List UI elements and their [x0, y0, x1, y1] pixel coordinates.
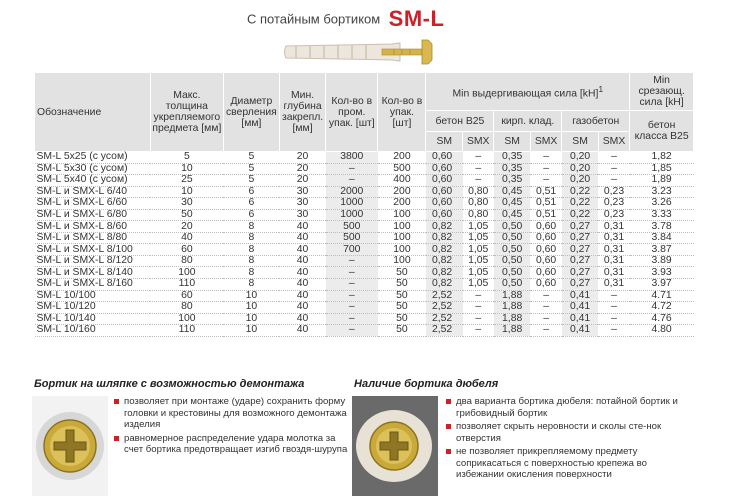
table-row: [35, 232, 694, 244]
cell-shear: 4.76: [630, 313, 694, 325]
cell-shear: 3.26: [630, 198, 694, 210]
cell-thickness: 5: [150, 152, 223, 164]
dowel-head-image: [352, 396, 438, 496]
cell-thickness: 110: [150, 279, 223, 291]
cell-diameter: 10: [223, 313, 279, 325]
cell-aerated-smx: 0,31: [598, 232, 629, 244]
cell-qty-box: 50: [378, 325, 426, 337]
table-row: [35, 186, 694, 198]
cell-brick-sm: 0,35: [494, 175, 531, 187]
cell-aerated-smx: 0,23: [598, 186, 629, 198]
cell-designation: SM-L и SMX-L 8/60: [35, 221, 151, 233]
cell-depth: 40: [279, 221, 325, 233]
title-text: С потайным бортиком: [247, 11, 381, 27]
header: [0, 0, 729, 70]
cell-aerated-smx: –: [598, 152, 629, 164]
cell-brick-sm: 0,45: [494, 186, 531, 198]
cell-diameter: 8: [223, 267, 279, 279]
cell-brick-smx: 0,60: [530, 221, 561, 233]
cell-brick-sm: 0,50: [494, 279, 531, 291]
cell-depth: 40: [279, 279, 325, 291]
col-brick: кирп. клад.: [494, 111, 562, 132]
bullet-icon: [114, 436, 119, 441]
cell-thickness: 60: [150, 290, 223, 302]
cell-concrete-sm: 0,82: [426, 255, 463, 267]
cell-thickness: 30: [150, 198, 223, 210]
cell-qty-pack: –: [326, 163, 378, 175]
cell-diameter: 10: [223, 302, 279, 314]
cell-concrete-smx: –: [463, 290, 494, 302]
cell-concrete-sm: 0,60: [426, 198, 463, 210]
table-row: [35, 279, 694, 291]
cell-qty-pack: 700: [326, 244, 378, 256]
section-dowel-flange: [354, 378, 678, 480]
cell-aerated-smx: 0,31: [598, 279, 629, 291]
bullet-text: позволяет скрыть неровности и сколы сте-нок отверстия: [456, 421, 662, 444]
table-row: [35, 325, 694, 337]
cell-concrete-smx: 1,05: [463, 267, 494, 279]
cell-concrete-smx: 1,05: [463, 255, 494, 267]
table-row: [35, 221, 694, 233]
cell-qty-pack: –: [326, 255, 378, 267]
bullet-text: позволяет при монтаже (ударе) сохранить форму головки и крестовины для возможного демонтажа изделия: [124, 396, 347, 430]
section-title: Наличие бортика дюбеля: [354, 378, 499, 390]
cell-brick-sm: 0,50: [494, 255, 531, 267]
cell-brick-sm: 0,50: [494, 232, 531, 244]
col-designation: Обозначение: [35, 73, 151, 152]
cell-thickness: 80: [150, 302, 223, 314]
cell-aerated-sm: 0,27: [562, 279, 599, 291]
bullet-icon: [446, 424, 451, 429]
cell-aerated-sm: 0,41: [562, 290, 599, 302]
cell-shear: 4.72: [630, 302, 694, 314]
spec-table: [34, 72, 694, 337]
cell-aerated-smx: 0,31: [598, 244, 629, 256]
cell-thickness: 10: [150, 163, 223, 175]
cell-depth: 20: [279, 152, 325, 164]
cell-designation: SM-L и SMX-L 6/80: [35, 209, 151, 221]
pullout-label: Min выдергивающая сила [kH]: [452, 88, 599, 100]
col-aerated-sm: SM: [562, 132, 599, 152]
cell-designation: SM-L и SMX-L 8/140: [35, 267, 151, 279]
cell-concrete-smx: 1,05: [463, 279, 494, 291]
cell-shear: 3.93: [630, 267, 694, 279]
cell-aerated-sm: 0,27: [562, 267, 599, 279]
cell-aerated-sm: 0,22: [562, 209, 599, 221]
cell-shear: 4.71: [630, 290, 694, 302]
cell-concrete-smx: –: [463, 175, 494, 187]
cell-aerated-smx: 0,23: [598, 198, 629, 210]
cell-concrete-sm: 0,82: [426, 244, 463, 256]
cell-qty-pack: –: [326, 175, 378, 187]
cell-aerated-smx: –: [598, 290, 629, 302]
bullet-item: [114, 396, 349, 431]
cell-concrete-sm: 2,52: [426, 313, 463, 325]
cell-designation: SM-L и SMX-L 6/40: [35, 186, 151, 198]
cell-brick-smx: 0,60: [530, 244, 561, 256]
cell-diameter: 10: [223, 290, 279, 302]
cell-concrete-sm: 0,60: [426, 175, 463, 187]
cell-shear: 4.80: [630, 325, 694, 337]
cell-qty-pack: –: [326, 325, 378, 337]
cell-concrete-sm: 0,82: [426, 232, 463, 244]
cell-thickness: 20: [150, 221, 223, 233]
table-row: [35, 152, 694, 164]
cell-depth: 30: [279, 198, 325, 210]
cell-concrete-sm: 2,52: [426, 302, 463, 314]
cell-diameter: 6: [223, 198, 279, 210]
cell-depth: 40: [279, 290, 325, 302]
cell-designation: SM-L 10/140: [35, 313, 151, 325]
cell-depth: 40: [279, 325, 325, 337]
cell-qty-box: 50: [378, 313, 426, 325]
cell-diameter: 5: [223, 175, 279, 187]
cell-qty-pack: 1000: [326, 209, 378, 221]
screw-head-image: [32, 396, 108, 496]
col-concrete-sm: SM: [426, 132, 463, 152]
section-head-flange: [34, 378, 348, 455]
cell-depth: 40: [279, 313, 325, 325]
table-row: [35, 267, 694, 279]
cell-designation: SM-L и SMX-L 8/100: [35, 244, 151, 256]
cell-brick-smx: 0,60: [530, 279, 561, 291]
cell-designation: SM-L и SMX-L 8/80: [35, 232, 151, 244]
col-brick-sm: SM: [494, 132, 531, 152]
cell-thickness: 110: [150, 325, 223, 337]
spec-table-body: [35, 152, 694, 337]
col-diameter: Диаметр сверления [мм]: [223, 73, 279, 152]
page-title: [247, 6, 444, 32]
cell-brick-smx: 0,60: [530, 232, 561, 244]
cell-qty-box: 50: [378, 267, 426, 279]
cell-thickness: 10: [150, 186, 223, 198]
cell-concrete-smx: 0,80: [463, 198, 494, 210]
cell-designation: SM-L 10/120: [35, 302, 151, 314]
cell-qty-box: 50: [378, 302, 426, 314]
cell-brick-sm: 0,35: [494, 152, 531, 164]
cell-designation: SM-L и SMX-L 6/60: [35, 198, 151, 210]
cell-brick-smx: –: [530, 175, 561, 187]
pullout-footnote: 1: [598, 83, 604, 94]
table-row: [35, 313, 694, 325]
table-row: [35, 244, 694, 256]
col-pullout: [426, 73, 630, 111]
cell-concrete-sm: 0,82: [426, 267, 463, 279]
cell-concrete-smx: –: [463, 152, 494, 164]
cell-depth: 40: [279, 255, 325, 267]
cell-shear: 1,89: [630, 175, 694, 187]
cell-qty-box: 50: [378, 290, 426, 302]
cell-concrete-smx: 1,05: [463, 221, 494, 233]
cell-designation: SM-L 10/160: [35, 325, 151, 337]
cell-qty-pack: 2000: [326, 186, 378, 198]
table-row: [35, 290, 694, 302]
cell-thickness: 80: [150, 255, 223, 267]
cell-brick-sm: 1,88: [494, 325, 531, 337]
brand-logo: SM-L: [388, 6, 445, 31]
cell-qty-pack: –: [326, 302, 378, 314]
cell-depth: 30: [279, 186, 325, 198]
cell-aerated-sm: 0,41: [562, 313, 599, 325]
cell-qty-box: 200: [378, 152, 426, 164]
cell-thickness: 25: [150, 175, 223, 187]
cell-qty-pack: 1000: [326, 198, 378, 210]
cell-concrete-sm: 0,60: [426, 152, 463, 164]
cell-designation: SM-L 5x25 (с усом): [35, 152, 151, 164]
cell-aerated-sm: 0,20: [562, 175, 599, 187]
cell-diameter: 8: [223, 232, 279, 244]
cell-qty-pack: 3800: [326, 152, 378, 164]
cell-depth: 40: [279, 232, 325, 244]
col-concrete: бетон B25: [426, 111, 494, 132]
cell-diameter: 5: [223, 163, 279, 175]
bullet-item: [446, 421, 692, 444]
cell-depth: 40: [279, 244, 325, 256]
cell-depth: 20: [279, 175, 325, 187]
col-qty-box: Кол-во в упак. [шт]: [378, 73, 426, 152]
cell-qty-box: 200: [378, 198, 426, 210]
bullet-item: [446, 396, 692, 419]
cell-diameter: 5: [223, 152, 279, 164]
cell-aerated-smx: –: [598, 302, 629, 314]
cell-depth: 30: [279, 209, 325, 221]
cell-designation: SM-L 5x40 (с усом): [35, 175, 151, 187]
table-row: [35, 198, 694, 210]
bullet-text: два варианта бортика дюбеля: потайной бортик и грибовидный бортик: [456, 396, 678, 419]
cell-diameter: 8: [223, 255, 279, 267]
cell-depth: 20: [279, 163, 325, 175]
cell-qty-pack: 500: [326, 232, 378, 244]
cell-aerated-smx: 0,23: [598, 209, 629, 221]
cell-brick-smx: 0,51: [530, 186, 561, 198]
cell-brick-sm: 0,50: [494, 244, 531, 256]
cell-shear: 3.23: [630, 186, 694, 198]
table-row: [35, 302, 694, 314]
cell-brick-smx: 0,60: [530, 255, 561, 267]
cell-brick-sm: 0,50: [494, 221, 531, 233]
bullet-icon: [114, 399, 119, 404]
cell-designation: SM-L и SMX-L 8/160: [35, 279, 151, 291]
col-shear-concrete: бетон класса B25: [630, 111, 694, 152]
bullet-text: равномерное распределение удара молотка за счет бортика предотвращает изгиб гвоздя-шурупа: [124, 432, 348, 455]
cell-qty-box: 50: [378, 279, 426, 291]
cell-diameter: 8: [223, 279, 279, 291]
cell-shear: 1,85: [630, 163, 694, 175]
cell-concrete-sm: 2,52: [426, 290, 463, 302]
col-brick-smx: SMX: [530, 132, 561, 152]
cell-aerated-sm: 0,27: [562, 232, 599, 244]
cell-aerated-sm: 0,22: [562, 198, 599, 210]
bullet-item: [114, 433, 349, 456]
left-bullet-list: [114, 396, 349, 458]
cell-qty-box: 100: [378, 255, 426, 267]
table-row: [35, 163, 694, 175]
right-bullet-list: [446, 396, 692, 483]
cell-concrete-sm: 0,60: [426, 163, 463, 175]
cell-shear: 1,82: [630, 152, 694, 164]
cell-concrete-smx: –: [463, 163, 494, 175]
cell-thickness: 60: [150, 244, 223, 256]
cell-qty-pack: –: [326, 279, 378, 291]
cell-qty-box: 500: [378, 163, 426, 175]
cell-brick-smx: –: [530, 313, 561, 325]
cell-concrete-smx: 1,05: [463, 244, 494, 256]
cell-diameter: 6: [223, 209, 279, 221]
cell-qty-box: 100: [378, 209, 426, 221]
cell-thickness: 100: [150, 267, 223, 279]
cell-shear: 3.97: [630, 279, 694, 291]
cell-designation: SM-L 5x30 (с усом): [35, 163, 151, 175]
cell-thickness: 100: [150, 313, 223, 325]
cell-concrete-sm: 0,82: [426, 279, 463, 291]
cell-aerated-sm: 0,27: [562, 255, 599, 267]
cell-aerated-smx: 0,31: [598, 255, 629, 267]
cell-concrete-sm: 0,82: [426, 221, 463, 233]
cell-concrete-smx: –: [463, 313, 494, 325]
col-aerated: газобетон: [562, 111, 630, 132]
cell-qty-pack: 500: [326, 221, 378, 233]
section-title: Бортик на шляпке с возможностью демонтажа: [34, 378, 305, 390]
cell-qty-pack: –: [326, 290, 378, 302]
cell-diameter: 6: [223, 186, 279, 198]
cell-brick-smx: 0,51: [530, 209, 561, 221]
cell-brick-smx: –: [530, 325, 561, 337]
dowel-screw-image: [282, 34, 442, 70]
cell-brick-smx: –: [530, 163, 561, 175]
cell-diameter: 8: [223, 221, 279, 233]
cell-qty-box: 100: [378, 232, 426, 244]
cell-concrete-smx: –: [463, 325, 494, 337]
cell-shear: 3.87: [630, 244, 694, 256]
cell-concrete-sm: 0,60: [426, 186, 463, 198]
cell-brick-sm: 1,88: [494, 302, 531, 314]
cell-qty-box: 400: [378, 175, 426, 187]
col-thickness: Макс. толщина укрепляемого предмета [мм]: [150, 73, 223, 152]
table-row: [35, 255, 694, 267]
table-row: [35, 209, 694, 221]
cell-designation: SM-L 10/100: [35, 290, 151, 302]
cell-designation: SM-L и SMX-L 8/120: [35, 255, 151, 267]
cell-brick-smx: –: [530, 290, 561, 302]
cell-aerated-smx: –: [598, 325, 629, 337]
cell-qty-box: 100: [378, 244, 426, 256]
cell-qty-box: 100: [378, 221, 426, 233]
cell-aerated-sm: 0,41: [562, 302, 599, 314]
cell-aerated-smx: –: [598, 175, 629, 187]
cell-brick-smx: 0,60: [530, 267, 561, 279]
cell-depth: 40: [279, 267, 325, 279]
cell-diameter: 10: [223, 325, 279, 337]
cell-shear: 3.78: [630, 221, 694, 233]
cell-aerated-smx: –: [598, 313, 629, 325]
cell-thickness: 40: [150, 232, 223, 244]
cell-aerated-smx: –: [598, 163, 629, 175]
cell-concrete-smx: –: [463, 302, 494, 314]
cell-aerated-sm: 0,27: [562, 221, 599, 233]
bullet-icon: [446, 399, 451, 404]
cell-concrete-sm: 2,52: [426, 325, 463, 337]
cell-aerated-smx: 0,31: [598, 221, 629, 233]
cell-brick-smx: –: [530, 302, 561, 314]
col-depth: Мин. глубина закрепл. [мм]: [279, 73, 325, 152]
cell-aerated-smx: 0,31: [598, 267, 629, 279]
cell-qty-pack: –: [326, 313, 378, 325]
cell-brick-sm: 0,50: [494, 267, 531, 279]
cell-shear: 3.33: [630, 209, 694, 221]
cell-shear: 3.84: [630, 232, 694, 244]
col-qty-pack: Кол-во в пром. упак. [шт]: [326, 73, 378, 152]
bullet-text: не позволяет прикрепляемому предмету соприкасаться с поверхностью крепежа во избежании окисления поверхности: [456, 446, 647, 480]
col-concrete-smx: SMX: [463, 132, 494, 152]
cell-concrete-smx: 0,80: [463, 186, 494, 198]
cell-aerated-sm: 0,20: [562, 163, 599, 175]
cell-aerated-sm: 0,22: [562, 186, 599, 198]
col-shear: Min срезающ. сила [kH]: [630, 73, 694, 111]
cell-brick-sm: 0,45: [494, 209, 531, 221]
cell-diameter: 8: [223, 244, 279, 256]
cell-qty-pack: –: [326, 267, 378, 279]
cell-brick-sm: 1,88: [494, 290, 531, 302]
bullet-item: [446, 446, 692, 481]
cell-concrete-smx: 0,80: [463, 209, 494, 221]
cell-aerated-sm: 0,20: [562, 152, 599, 164]
table-row: [35, 175, 694, 187]
bullet-icon: [446, 449, 451, 454]
cell-brick-smx: –: [530, 152, 561, 164]
cell-brick-sm: 1,88: [494, 313, 531, 325]
cell-aerated-sm: 0,41: [562, 325, 599, 337]
col-aerated-smx: SMX: [598, 132, 629, 152]
cell-brick-smx: 0,51: [530, 198, 561, 210]
cell-brick-sm: 0,35: [494, 163, 531, 175]
cell-qty-box: 200: [378, 186, 426, 198]
cell-aerated-sm: 0,27: [562, 244, 599, 256]
cell-shear: 3.89: [630, 255, 694, 267]
cell-concrete-sm: 0,60: [426, 209, 463, 221]
cell-concrete-smx: 1,05: [463, 232, 494, 244]
cell-thickness: 50: [150, 209, 223, 221]
cell-brick-sm: 0,45: [494, 198, 531, 210]
cell-depth: 40: [279, 302, 325, 314]
